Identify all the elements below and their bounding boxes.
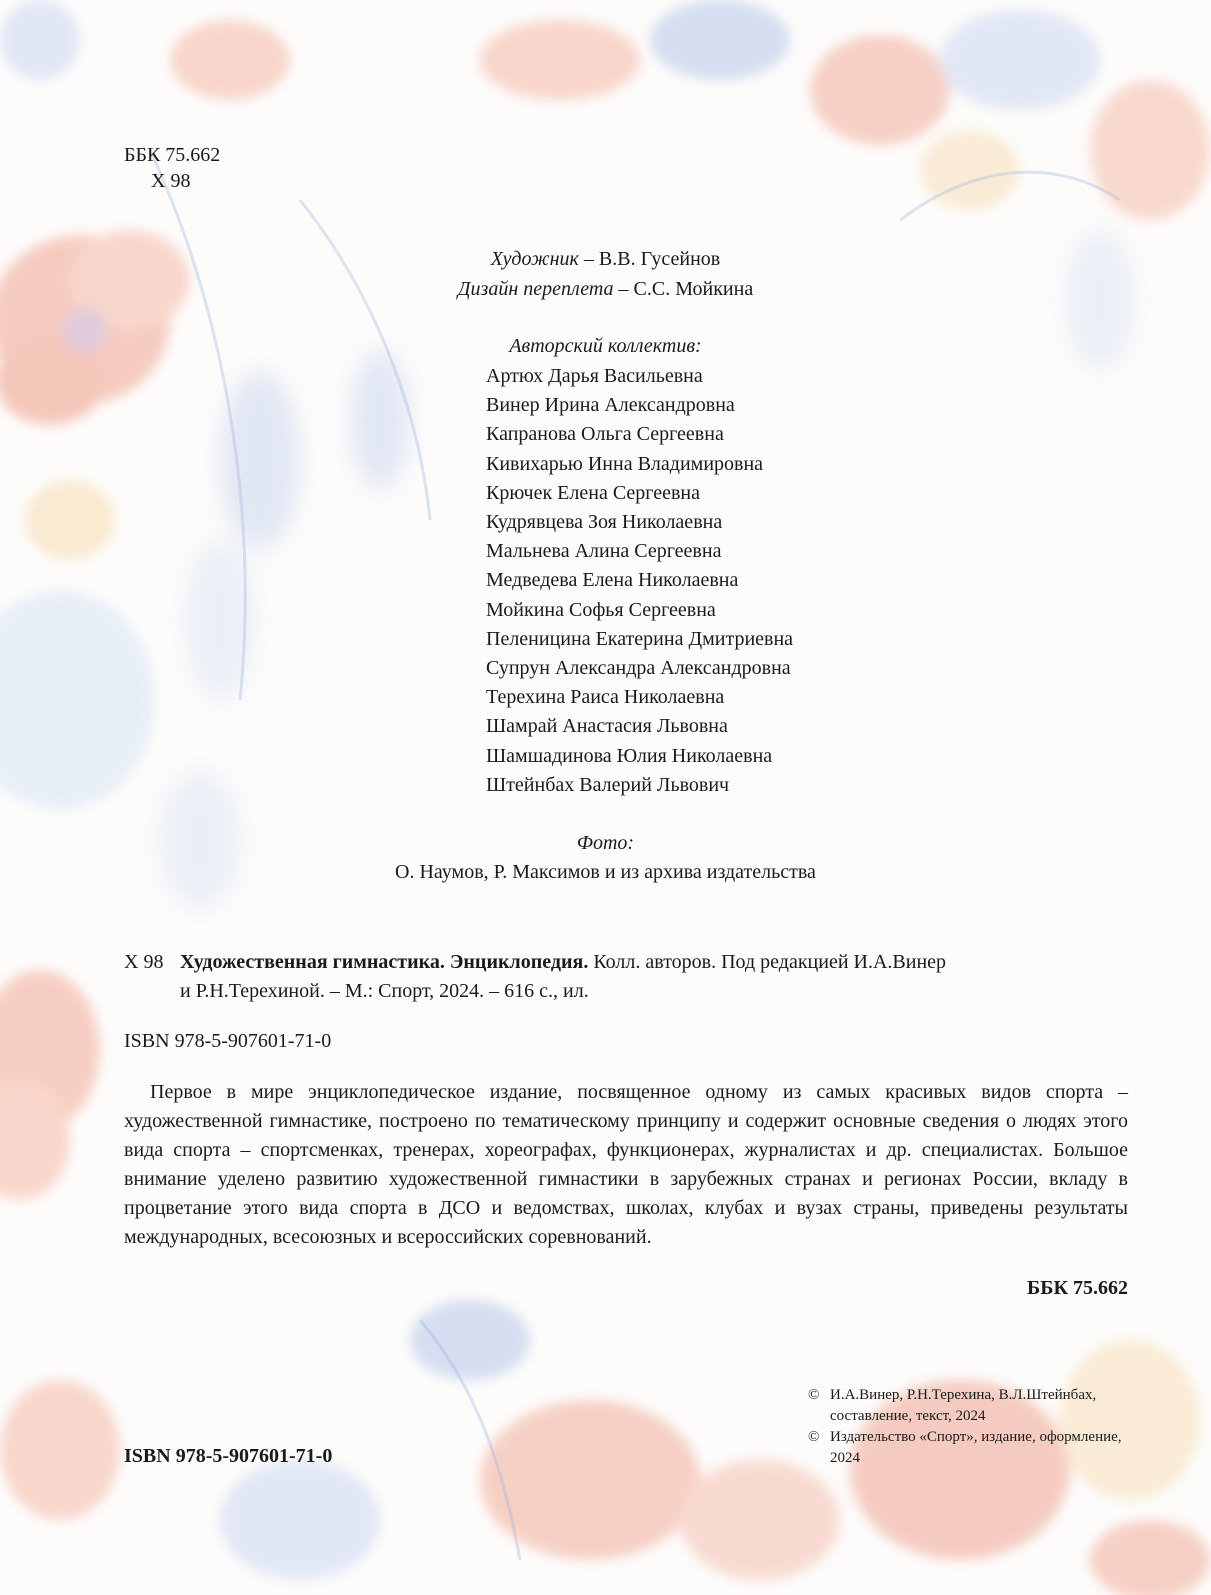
author-name: Кудрявцева Зоя Николаевна [486, 511, 723, 534]
author-name: Кивихарью Инна Владимировна [486, 452, 764, 475]
binding-role: Дизайн переплета [457, 278, 614, 300]
author-name: Мойкина Софья Сергеевна [486, 598, 716, 621]
copyright-block [808, 1385, 1138, 1469]
author-name: Капранова Ольга Сергеевна [486, 423, 724, 446]
credit-dash: – [613, 278, 634, 300]
author-name: Медведева Елена Николаевна [486, 569, 739, 592]
author-mark: Х 98 [151, 170, 191, 192]
bbk-code-bottom: ББК 75.662 [1027, 1277, 1128, 1299]
copyright-entry [808, 1427, 1138, 1469]
biblio-details: Колл. авторов. Под редакцией И.А.Винер [588, 951, 947, 973]
author-name: Супрун Александра Александровна [486, 657, 791, 680]
copyright-text: Издательство «Спорт», издание, оформление, 2024 [830, 1429, 1122, 1466]
isbn-bold: ISBN 978-5-907601-71-0 [124, 1445, 333, 1467]
author-name: Крючек Елена Сергеевна [486, 481, 701, 504]
copyright-text: И.А.Винер, Р.Н.Терехина, В.Л.Штейнбах, составление, текст, 2024 [830, 1387, 1097, 1424]
isbn-text: ISBN 978-5-907601-71-0 [124, 1030, 332, 1052]
bibliographic-record [124, 948, 1128, 1006]
author-name: Шамшадинова Юлия Николаевна [486, 744, 773, 767]
authors-title: Авторский коллектив: [509, 335, 702, 357]
book-title: Художественная гимнастика. Энциклопедия. [180, 951, 589, 973]
biblio-code: Х 98 [124, 951, 164, 973]
abstract-paragraph: Первое в мире энциклопедическое издание, посвященное одному из самых красивых видов спорта – художественной гимнастике, построено по тематическому принципу и содержит основные сведения о людях этого вида спорта – спортсменках, тренерах, хореографах, функционерах, журналистах и др. специалистах. Большое внимание уделено развитию художественной гимнастики в зарубежных странах и регионах России, вкладу в процветание этого вида спорта в ДСО и ведомствах, школах, клубах и вузах страны, приведены результаты международных, всесоюзных и всероссийских соревнований. [124, 1081, 1128, 1248]
bbk-classification-top [124, 142, 220, 194]
author-name: Мальнева Алина Сергеевна [486, 540, 722, 563]
author-name: Шамрай Анастасия Львовна [486, 715, 728, 738]
author-name: Винер Ирина Александровна [486, 394, 735, 417]
biblio-line-1 [124, 948, 1128, 977]
author-name: Терехина Раиса Николаевна [486, 686, 725, 709]
artist-credit [0, 244, 1211, 274]
author-name: Пеленицина Екатерина Дмитриевна [486, 627, 794, 650]
author-name: Артюх Дарья Васильевна [486, 365, 703, 387]
binding-name: С.С. Мойкина [633, 278, 754, 300]
copyright-entry [808, 1385, 1138, 1427]
copyright-icon: © [808, 1429, 820, 1445]
artist-name: В.В. Гусейнов [598, 248, 721, 270]
credit-dash: – [578, 248, 599, 270]
bbk-code: ББК 75.662 [124, 144, 221, 166]
binding-credit [0, 274, 1211, 304]
author-name: Штейнбах Валерий Львович [486, 773, 730, 796]
authors-list [486, 362, 793, 800]
biblio-line-2: и Р.Н.Терехиной. – М.: Спорт, 2024. – 616 с., ил. [180, 980, 589, 1002]
credits-block [0, 244, 1211, 304]
photo-credit: О. Наумов, Р. Максимов и из архива издательства [395, 861, 816, 883]
photo-title: Фото: [576, 832, 635, 854]
copyright-icon: © [808, 1387, 820, 1403]
artist-role: Художник [490, 248, 579, 270]
